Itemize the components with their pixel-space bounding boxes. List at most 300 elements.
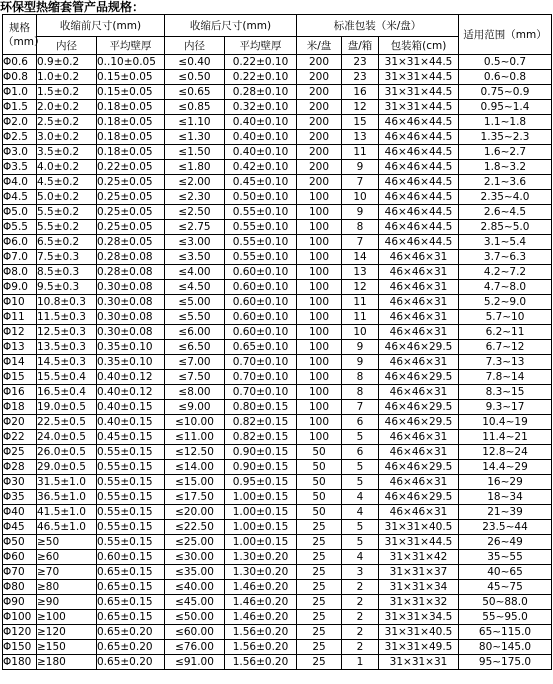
after-wall-cell: 0.60±0.10 [225, 265, 297, 280]
m-per-reel-cell: 100 [297, 385, 342, 400]
table-row [3, 310, 552, 325]
after-wall-cell: 0.80±0.15 [225, 400, 297, 415]
after-wall-cell: 1.00±0.15 [225, 490, 297, 505]
table-row [3, 85, 552, 100]
after-wall-cell: 0.82±0.15 [225, 430, 297, 445]
range-cell: 0.95~1.4 [459, 100, 552, 115]
spec-cell: Φ2.5 [3, 130, 37, 145]
table-body [3, 55, 552, 670]
before-inner-cell: ≥50 [37, 535, 97, 550]
after-wall-cell: 0.28±0.10 [225, 85, 297, 100]
m-per-reel-cell: 25 [297, 550, 342, 565]
range-cell: 8.3~15 [459, 385, 552, 400]
m-per-reel-cell: 25 [297, 535, 342, 550]
spec-cell: Φ120 [3, 625, 37, 640]
before-wall-cell: 0.65±0.20 [97, 640, 165, 655]
spec-cell: Φ1.0 [3, 85, 37, 100]
before-wall-cell: 0.22±0.05 [97, 160, 165, 175]
reels-per-box-cell: 1 [342, 655, 379, 670]
after-wall-cell: 0.90±0.15 [225, 460, 297, 475]
after-inner-cell: ≤91.00 [165, 655, 225, 670]
before-inner-cell: ≥80 [37, 580, 97, 595]
table-row [3, 70, 552, 85]
range-cell: 21~39 [459, 505, 552, 520]
table-row [3, 160, 552, 175]
after-wall-cell: 0.22±0.10 [225, 55, 297, 70]
m-per-reel-cell: 25 [297, 520, 342, 535]
box-size-cell: 31×31×44.5 [379, 100, 459, 115]
reels-per-box-cell: 13 [342, 265, 379, 280]
reels-per-box-cell: 12 [342, 100, 379, 115]
m-per-reel-cell: 100 [297, 415, 342, 430]
after-inner-cell: ≤3.00 [165, 235, 225, 250]
reels-per-box-cell: 4 [342, 550, 379, 565]
box-size-cell: 31×31×49.5 [379, 640, 459, 655]
before-wall-cell: 0.35±0.10 [97, 340, 165, 355]
box-size-cell: 46×46×44.5 [379, 130, 459, 145]
before-wall-cell: 0.65±0.20 [97, 625, 165, 640]
after-wall-cell: 0.40±0.10 [225, 115, 297, 130]
header-avg-wall-after: 平均壁厚 [225, 37, 297, 55]
after-inner-cell: ≤4.00 [165, 265, 225, 280]
spec-cell: Φ20 [3, 415, 37, 430]
table-row [3, 580, 552, 595]
before-wall-cell: 0.30±0.08 [97, 280, 165, 295]
before-wall-cell: 0.28±0.05 [97, 235, 165, 250]
before-wall-cell: 0.40±0.12 [97, 385, 165, 400]
range-cell: 2.1~3.6 [459, 175, 552, 190]
before-inner-cell: 16.5±0.4 [37, 385, 97, 400]
box-size-cell: 46×46×31 [379, 280, 459, 295]
table-row [3, 460, 552, 475]
box-size-cell: 46×46×31 [379, 325, 459, 340]
after-wall-cell: 0.70±0.10 [225, 385, 297, 400]
after-wall-cell: 1.46±0.20 [225, 610, 297, 625]
range-cell: 16~29 [459, 475, 552, 490]
after-wall-cell: 0.82±0.15 [225, 415, 297, 430]
reels-per-box-cell: 23 [342, 70, 379, 85]
spec-cell: Φ80 [3, 580, 37, 595]
table-row [3, 385, 552, 400]
after-inner-cell: ≤0.40 [165, 55, 225, 70]
after-wall-cell: 0.60±0.10 [225, 325, 297, 340]
spec-cell: Φ11 [3, 310, 37, 325]
before-inner-cell: 11.5±0.3 [37, 310, 97, 325]
reels-per-box-cell: 8 [342, 370, 379, 385]
m-per-reel-cell: 100 [297, 265, 342, 280]
before-wall-cell: 0.30±0.08 [97, 325, 165, 340]
after-inner-cell: ≤10.00 [165, 415, 225, 430]
after-inner-cell: ≤6.50 [165, 340, 225, 355]
before-wall-cell: 0.28±0.08 [97, 265, 165, 280]
page-title: 环保型热缩套管产品规格： [0, 0, 145, 14]
before-wall-cell: 0.15±0.05 [97, 70, 165, 85]
range-cell: 18~34 [459, 490, 552, 505]
reels-per-box-cell: 2 [342, 580, 379, 595]
before-wall-cell: 0.55±0.15 [97, 460, 165, 475]
box-size-cell: 46×46×31 [379, 310, 459, 325]
reels-per-box-cell: 9 [342, 355, 379, 370]
before-inner-cell: 0.9±0.2 [37, 55, 97, 70]
m-per-reel-cell: 100 [297, 310, 342, 325]
before-wall-cell: 0.15±0.05 [97, 85, 165, 100]
range-cell: 1.1~1.8 [459, 115, 552, 130]
m-per-reel-cell: 200 [297, 85, 342, 100]
box-size-cell: 46×46×31 [379, 385, 459, 400]
spec-cell: Φ90 [3, 595, 37, 610]
reels-per-box-cell: 10 [342, 190, 379, 205]
before-inner-cell: 26.0±0.5 [37, 445, 97, 460]
spec-cell: Φ28 [3, 460, 37, 475]
before-inner-cell: 1.5±0.2 [37, 85, 97, 100]
spec-cell: Φ5.5 [3, 220, 37, 235]
after-inner-cell: ≤2.30 [165, 190, 225, 205]
range-cell: 1.6~2.7 [459, 145, 552, 160]
m-per-reel-cell: 25 [297, 610, 342, 625]
m-per-reel-cell: 200 [297, 175, 342, 190]
range-cell: 7.3~13 [459, 355, 552, 370]
before-inner-cell: 8.5±0.3 [37, 265, 97, 280]
before-wall-cell: 0.28±0.08 [97, 250, 165, 265]
table-row [3, 295, 552, 310]
table-row [3, 235, 552, 250]
spec-cell: Φ180 [3, 655, 37, 670]
table-row [3, 175, 552, 190]
spec-cell: Φ16 [3, 385, 37, 400]
box-size-cell: 31×31×37 [379, 565, 459, 580]
box-size-cell: 46×46×44.5 [379, 115, 459, 130]
after-wall-cell: 0.95±0.15 [225, 475, 297, 490]
spec-cell: Φ22 [3, 430, 37, 445]
table-row [3, 250, 552, 265]
table-row [3, 355, 552, 370]
after-inner-cell: ≤76.00 [165, 640, 225, 655]
before-wall-cell: 0.40±0.15 [97, 400, 165, 415]
range-cell: 2.6~4.5 [459, 205, 552, 220]
range-cell: 6.2~11 [459, 325, 552, 340]
box-size-cell: 46×46×31 [379, 265, 459, 280]
before-wall-cell: 0.55±0.15 [97, 445, 165, 460]
before-wall-cell: 0.55±0.15 [97, 475, 165, 490]
after-wall-cell: 0.40±0.10 [225, 130, 297, 145]
header-package: 标准包装（米/盘） [297, 15, 459, 37]
before-wall-cell: 0.18±0.05 [97, 145, 165, 160]
range-cell: 7.8~14 [459, 370, 552, 385]
after-wall-cell: 1.56±0.20 [225, 625, 297, 640]
range-cell: 0.75~0.9 [459, 85, 552, 100]
range-cell: 26~49 [459, 535, 552, 550]
after-inner-cell: ≤30.00 [165, 550, 225, 565]
after-inner-cell: ≤1.80 [165, 160, 225, 175]
header-box-size: 包装箱(cm) [379, 37, 459, 55]
after-wall-cell: 0.65±0.10 [225, 340, 297, 355]
reels-per-box-cell: 13 [342, 130, 379, 145]
reels-per-box-cell: 2 [342, 640, 379, 655]
box-size-cell: 31×31×34 [379, 580, 459, 595]
m-per-reel-cell: 100 [297, 280, 342, 295]
header-before: 收缩前尺寸(mm) [37, 15, 165, 37]
before-inner-cell: 5.5±0.2 [37, 205, 97, 220]
reels-per-box-cell: 4 [342, 505, 379, 520]
table-row [3, 490, 552, 505]
table-row [3, 340, 552, 355]
m-per-reel-cell: 25 [297, 595, 342, 610]
before-wall-cell: 0.65±0.15 [97, 565, 165, 580]
box-size-cell: 31×31×32 [379, 595, 459, 610]
m-per-reel-cell: 25 [297, 625, 342, 640]
reels-per-box-cell: 4 [342, 490, 379, 505]
table-row [3, 115, 552, 130]
after-wall-cell: 1.46±0.20 [225, 580, 297, 595]
after-inner-cell: ≤5.00 [165, 295, 225, 310]
reels-per-box-cell: 5 [342, 475, 379, 490]
table-row [3, 625, 552, 640]
after-inner-cell: ≤25.00 [165, 535, 225, 550]
spec-cell: Φ0.8 [3, 70, 37, 85]
reels-per-box-cell: 9 [342, 160, 379, 175]
m-per-reel-cell: 200 [297, 55, 342, 70]
before-inner-cell: ≥150 [37, 640, 97, 655]
spec-cell: Φ150 [3, 640, 37, 655]
spec-cell: Φ13 [3, 340, 37, 355]
box-size-cell: 31×31×42 [379, 550, 459, 565]
box-size-cell: 46×46×44.5 [379, 220, 459, 235]
table-row [3, 535, 552, 550]
after-inner-cell: ≤4.50 [165, 280, 225, 295]
after-inner-cell: ≤2.50 [165, 205, 225, 220]
table-header [3, 15, 552, 55]
after-inner-cell: ≤3.50 [165, 250, 225, 265]
header-inner-dia: 内径 [37, 37, 97, 55]
before-inner-cell: 13.5±0.3 [37, 340, 97, 355]
box-size-cell: 46×46×29.5 [379, 415, 459, 430]
reels-per-box-cell: 6 [342, 445, 379, 460]
reels-per-box-cell: 11 [342, 295, 379, 310]
after-inner-cell: ≤0.50 [165, 70, 225, 85]
reels-per-box-cell: 9 [342, 340, 379, 355]
after-inner-cell: ≤45.00 [165, 595, 225, 610]
after-inner-cell: ≤50.00 [165, 610, 225, 625]
after-wall-cell: 0.60±0.10 [225, 295, 297, 310]
range-cell: 6.7~12 [459, 340, 552, 355]
after-wall-cell: 0.32±0.10 [225, 100, 297, 115]
before-inner-cell: ≥100 [37, 610, 97, 625]
range-cell: 2.85~5.0 [459, 220, 552, 235]
range-cell: 1.8~3.2 [459, 160, 552, 175]
range-cell: 4.2~7.2 [459, 265, 552, 280]
table-row [3, 220, 552, 235]
m-per-reel-cell: 25 [297, 565, 342, 580]
box-size-cell: 31×31×40.5 [379, 520, 459, 535]
box-size-cell: 46×46×31 [379, 355, 459, 370]
m-per-reel-cell: 200 [297, 130, 342, 145]
spec-cell: Φ4.0 [3, 175, 37, 190]
spec-cell: Φ8.0 [3, 265, 37, 280]
reels-per-box-cell: 11 [342, 310, 379, 325]
before-inner-cell: 4.5±0.2 [37, 175, 97, 190]
table-row [3, 190, 552, 205]
before-inner-cell: 41.5±1.0 [37, 505, 97, 520]
before-wall-cell: 0.45±0.15 [97, 430, 165, 445]
box-size-cell: 46×46×29.5 [379, 340, 459, 355]
before-wall-cell: 0.25±0.05 [97, 205, 165, 220]
box-size-cell: 31×31×31 [379, 655, 459, 670]
range-cell: 55~95.0 [459, 610, 552, 625]
spec-cell: Φ0.6 [3, 55, 37, 70]
before-inner-cell: ≥60 [37, 550, 97, 565]
before-wall-cell: 0.18±0.05 [97, 130, 165, 145]
box-size-cell: 31×31×34.5 [379, 610, 459, 625]
table-row [3, 610, 552, 625]
range-cell: 3.7~6.3 [459, 250, 552, 265]
before-inner-cell: 3.0±0.2 [37, 130, 97, 145]
before-wall-cell: 0.25±0.05 [97, 220, 165, 235]
reels-per-box-cell: 5 [342, 535, 379, 550]
range-cell: 0.6~0.8 [459, 70, 552, 85]
after-wall-cell: 1.00±0.15 [225, 535, 297, 550]
before-wall-cell: 0.55±0.15 [97, 520, 165, 535]
before-inner-cell: 14.5±0.3 [37, 355, 97, 370]
box-size-cell: 46×46×44.5 [379, 160, 459, 175]
table-row [3, 475, 552, 490]
reels-per-box-cell: 7 [342, 175, 379, 190]
before-inner-cell: 2.5±0.2 [37, 115, 97, 130]
reels-per-box-cell: 2 [342, 625, 379, 640]
spec-cell: Φ12 [3, 325, 37, 340]
before-inner-cell: 3.5±0.2 [37, 145, 97, 160]
after-inner-cell: ≤12.50 [165, 445, 225, 460]
before-inner-cell: 31.5±1.0 [37, 475, 97, 490]
before-inner-cell: 7.5±0.3 [37, 250, 97, 265]
after-inner-cell: ≤7.00 [165, 355, 225, 370]
before-inner-cell: 6.5±0.2 [37, 235, 97, 250]
after-inner-cell: ≤22.50 [165, 520, 225, 535]
range-cell: 65~115.0 [459, 625, 552, 640]
m-per-reel-cell: 200 [297, 115, 342, 130]
spec-cell: Φ10 [3, 295, 37, 310]
spec-cell: Φ9.0 [3, 280, 37, 295]
table-row [3, 520, 552, 535]
m-per-reel-cell: 200 [297, 100, 342, 115]
before-wall-cell: 0.60±0.15 [97, 550, 165, 565]
before-inner-cell: 15.5±0.4 [37, 370, 97, 385]
range-cell: 50~88.0 [459, 595, 552, 610]
before-wall-cell: 0.25±0.05 [97, 190, 165, 205]
table-row [3, 370, 552, 385]
after-wall-cell: 1.30±0.20 [225, 550, 297, 565]
after-inner-cell: ≤0.65 [165, 85, 225, 100]
m-per-reel-cell: 100 [297, 370, 342, 385]
spec-cell: Φ1.5 [3, 100, 37, 115]
before-wall-cell: 0.55±0.15 [97, 490, 165, 505]
table-row [3, 430, 552, 445]
before-wall-cell: 0.55±0.15 [97, 535, 165, 550]
table-row [3, 565, 552, 580]
after-inner-cell: ≤20.00 [165, 505, 225, 520]
spec-cell: Φ60 [3, 550, 37, 565]
m-per-reel-cell: 50 [297, 460, 342, 475]
after-wall-cell: 0.55±0.10 [225, 250, 297, 265]
m-per-reel-cell: 25 [297, 655, 342, 670]
before-inner-cell: 19.0±0.5 [37, 400, 97, 415]
after-wall-cell: 0.40±0.10 [225, 145, 297, 160]
spec-cell: Φ4.5 [3, 190, 37, 205]
after-wall-cell: 1.00±0.15 [225, 505, 297, 520]
before-wall-cell: 0.35±0.10 [97, 355, 165, 370]
before-inner-cell: 4.0±0.2 [37, 160, 97, 175]
m-per-reel-cell: 200 [297, 160, 342, 175]
box-size-cell: 46×46×31 [379, 445, 459, 460]
spec-cell: Φ50 [3, 535, 37, 550]
after-inner-cell: ≤60.00 [165, 625, 225, 640]
m-per-reel-cell: 100 [297, 235, 342, 250]
reels-per-box-cell: 11 [342, 145, 379, 160]
after-wall-cell: 0.55±0.10 [225, 235, 297, 250]
range-cell: 5.7~10 [459, 310, 552, 325]
table-row [3, 655, 552, 670]
after-inner-cell: ≤0.85 [165, 100, 225, 115]
header-after: 收缩后尺寸(mm) [165, 15, 297, 37]
m-per-reel-cell: 100 [297, 220, 342, 235]
range-cell: 40~65 [459, 565, 552, 580]
spec-table [2, 14, 552, 670]
before-inner-cell: 36.5±1.0 [37, 490, 97, 505]
box-size-cell: 46×46×31 [379, 505, 459, 520]
table-row [3, 280, 552, 295]
header-range: 适用范围（mm） [459, 15, 552, 55]
before-inner-cell: 9.5±0.3 [37, 280, 97, 295]
before-inner-cell: ≥90 [37, 595, 97, 610]
box-size-cell: 46×46×44.5 [379, 205, 459, 220]
before-wall-cell: 0..10±0.05 [97, 55, 165, 70]
after-inner-cell: ≤2.75 [165, 220, 225, 235]
after-inner-cell: ≤14.00 [165, 460, 225, 475]
range-cell: 2.35~4.0 [459, 190, 552, 205]
m-per-reel-cell: 25 [297, 640, 342, 655]
spec-cell: Φ25 [3, 445, 37, 460]
box-size-cell: 31×31×40.5 [379, 625, 459, 640]
spec-cell: Φ18 [3, 400, 37, 415]
before-wall-cell: 0.65±0.15 [97, 595, 165, 610]
range-cell: 11.4~21 [459, 430, 552, 445]
before-wall-cell: 0.65±0.20 [97, 655, 165, 670]
header-m-per-reel: 米/盘 [297, 37, 342, 55]
before-wall-cell: 0.25±0.05 [97, 175, 165, 190]
box-size-cell: 46×46×31 [379, 295, 459, 310]
before-inner-cell: 24.0±0.5 [37, 430, 97, 445]
after-wall-cell: 0.22±0.10 [225, 70, 297, 85]
before-wall-cell: 0.18±0.05 [97, 100, 165, 115]
reels-per-box-cell: 9 [342, 205, 379, 220]
table-row [3, 505, 552, 520]
box-size-cell: 46×46×29.5 [379, 370, 459, 385]
reels-per-box-cell: 2 [342, 610, 379, 625]
m-per-reel-cell: 200 [297, 70, 342, 85]
table-row [3, 640, 552, 655]
before-wall-cell: 0.30±0.08 [97, 310, 165, 325]
after-inner-cell: ≤1.50 [165, 145, 225, 160]
reels-per-box-cell: 2 [342, 595, 379, 610]
m-per-reel-cell: 100 [297, 205, 342, 220]
after-wall-cell: 1.46±0.20 [225, 595, 297, 610]
reels-per-box-cell: 8 [342, 385, 379, 400]
range-cell: 10.4~19 [459, 415, 552, 430]
box-size-cell: 46×46×44.5 [379, 175, 459, 190]
before-inner-cell: ≥120 [37, 625, 97, 640]
before-inner-cell: ≥70 [37, 565, 97, 580]
box-size-cell: 31×31×44.5 [379, 55, 459, 70]
m-per-reel-cell: 100 [297, 355, 342, 370]
